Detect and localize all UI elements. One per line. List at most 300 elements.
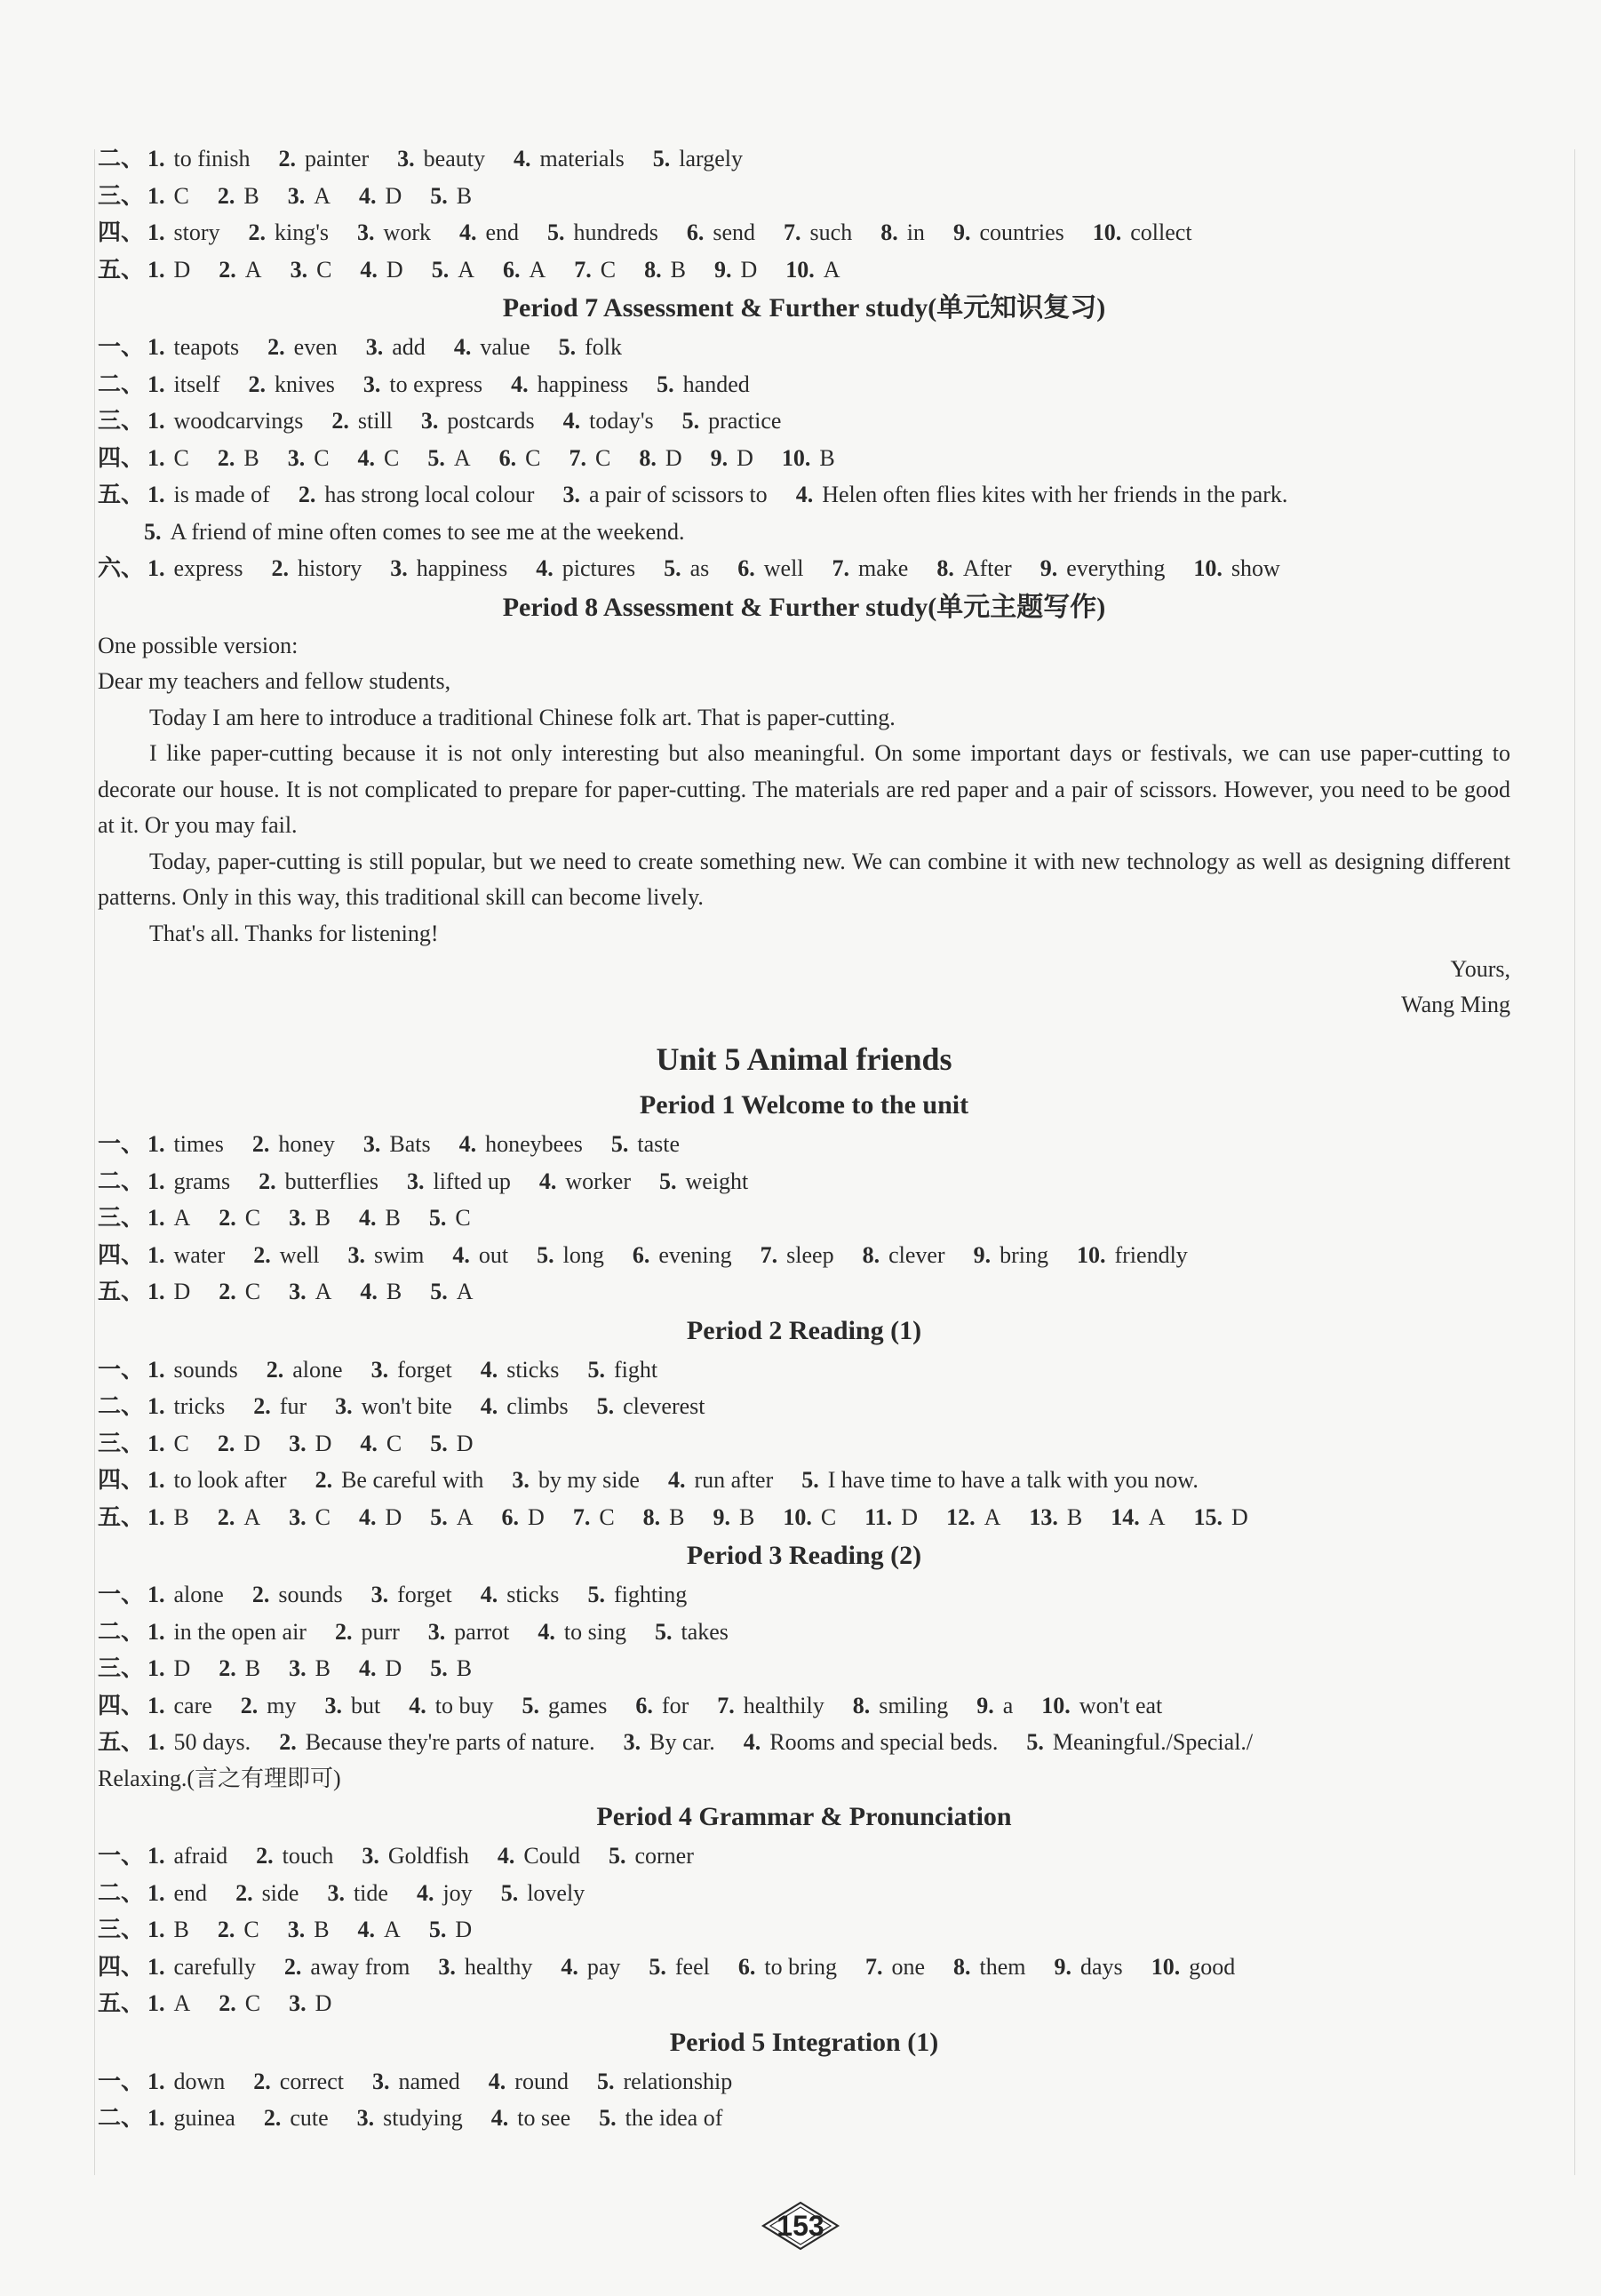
item-number: 3. xyxy=(290,256,308,283)
answer-item xyxy=(783,1504,836,1530)
item-answer: well xyxy=(763,555,804,581)
item-number: 1. xyxy=(147,1729,165,1755)
item-answer: Helen often flies kites with her friends in the park. xyxy=(822,482,1288,507)
item-number: 2. xyxy=(278,146,296,171)
item-answer: feel xyxy=(674,1953,710,1980)
item-answer: climbs xyxy=(506,1393,569,1419)
item-number: 4. xyxy=(458,1131,477,1157)
item-number: 1. xyxy=(147,444,165,471)
answer-item xyxy=(288,445,330,471)
section-number: 二、 xyxy=(98,1393,145,1419)
item-answer: C xyxy=(244,1205,261,1231)
section-number: 二、 xyxy=(98,2105,145,2131)
item-answer: in the open air xyxy=(173,1618,307,1645)
item-answer: butterflies xyxy=(284,1168,378,1194)
answer-item xyxy=(235,1880,299,1906)
item-answer: countries xyxy=(979,219,1064,245)
item-answer: everything xyxy=(1066,555,1166,581)
item-number: 4. xyxy=(497,1843,515,1869)
item-answer: a xyxy=(1002,1692,1014,1718)
item-number: 5. xyxy=(430,1279,448,1304)
item-answer: alone xyxy=(173,1582,224,1607)
answer-item xyxy=(1041,1693,1162,1718)
section-number: 五、 xyxy=(98,256,145,283)
answer-item xyxy=(664,555,709,581)
item-answer: B xyxy=(244,1655,261,1681)
item-answer: Goldfish xyxy=(387,1843,469,1869)
item-answer: tide xyxy=(353,1879,388,1906)
answer-item xyxy=(289,1431,331,1456)
item-answer: times xyxy=(173,1131,224,1157)
essay-paragraph: One possible version: xyxy=(98,632,299,658)
item-answer: has strong local colour xyxy=(324,482,535,507)
item-number: 3. xyxy=(390,555,408,581)
answer-item xyxy=(348,1242,425,1268)
item-number: 1. xyxy=(147,2105,165,2131)
item-answer: B xyxy=(386,1279,402,1304)
item-number: 2. xyxy=(253,1241,271,1268)
item-answer: beauty xyxy=(423,146,485,171)
answer-item xyxy=(1026,1729,1253,1755)
answer-line xyxy=(98,1985,1510,2022)
answer-item xyxy=(147,1504,189,1530)
item-number: 1. xyxy=(147,1168,165,1194)
item-answer: to sing xyxy=(563,1618,626,1645)
answer-item xyxy=(570,445,611,471)
answer-item xyxy=(252,1131,335,1157)
item-answer: make xyxy=(858,555,909,581)
item-answer: down xyxy=(173,2068,226,2094)
answer-item xyxy=(147,1357,238,1383)
answer-item xyxy=(219,1990,260,2016)
item-number: 5. xyxy=(547,219,565,245)
answer-item xyxy=(657,371,750,397)
item-number: 4. xyxy=(561,1953,578,1980)
item-answer: D xyxy=(665,444,682,471)
item-answer: honey xyxy=(278,1131,335,1157)
item-number: 1. xyxy=(147,1582,165,1607)
answer-item xyxy=(737,555,803,581)
item-answer: C xyxy=(316,256,332,283)
answer-item xyxy=(147,1917,189,1942)
item-number: 11. xyxy=(864,1503,893,1530)
period-heading: Period 3 Reading (2) xyxy=(686,1541,922,1570)
item-number: 3. xyxy=(289,1430,307,1456)
item-number: 3. xyxy=(371,2068,390,2094)
item-answer: C xyxy=(315,1503,331,1530)
item-answer: fight xyxy=(613,1356,658,1383)
item-answer: D xyxy=(385,182,402,209)
item-number: 2. xyxy=(219,1990,236,2016)
item-answer: D xyxy=(456,1430,474,1456)
item-answer: A xyxy=(453,444,471,471)
item-number: 15. xyxy=(1193,1503,1223,1530)
answer-item xyxy=(1151,1954,1236,1980)
answer-item xyxy=(357,2105,463,2131)
item-answer: D xyxy=(315,1430,332,1456)
item-answer: D xyxy=(385,1655,402,1681)
essay-paragraph: Today I am here to introduce a traditional Chinese folk art. That is paper-cutting. xyxy=(149,704,896,730)
item-number: 3. xyxy=(356,2105,375,2131)
answer-item xyxy=(1040,555,1166,581)
answer-item xyxy=(256,1843,333,1869)
answer-item xyxy=(147,2069,225,2094)
answer-item xyxy=(327,1880,388,1906)
item-number: 3. xyxy=(289,1655,307,1681)
item-answer: A friend of mine often comes to see me at the weekend. xyxy=(170,518,685,545)
item-number: 1. xyxy=(147,1467,165,1493)
answer-item xyxy=(655,1619,729,1645)
section-number: 三、 xyxy=(98,1655,145,1681)
answer-item xyxy=(430,1655,472,1681)
item-answer: Rooms and special beds. xyxy=(769,1729,999,1755)
answer-item xyxy=(284,1954,410,1980)
answer-item xyxy=(1093,219,1192,245)
item-answer: knives xyxy=(275,371,335,397)
answer-line xyxy=(98,1425,1510,1463)
item-number: 2. xyxy=(219,1205,236,1231)
item-number: 2. xyxy=(298,482,316,507)
answer-item xyxy=(559,334,622,360)
item-number: 10. xyxy=(1041,1692,1071,1718)
item-answer: D xyxy=(740,256,758,283)
answer-item xyxy=(267,334,338,360)
answer-item xyxy=(417,1880,473,1906)
answer-item xyxy=(653,146,743,171)
item-number: 1. xyxy=(147,334,165,360)
answer-item xyxy=(597,2069,732,2094)
item-number: 4. xyxy=(358,182,377,209)
answer-line xyxy=(98,1576,1510,1614)
item-answer: my xyxy=(267,1692,297,1718)
section-number: 三、 xyxy=(98,1430,145,1456)
answer-content xyxy=(98,140,1510,2137)
answer-item xyxy=(359,183,402,209)
item-number: 4. xyxy=(409,1692,426,1718)
item-answer: work xyxy=(383,219,431,245)
section-number: 四、 xyxy=(98,1692,145,1718)
answer-item xyxy=(289,1990,331,2016)
item-number: 5. xyxy=(681,408,700,434)
item-number: 3. xyxy=(289,1990,307,2016)
item-answer: C xyxy=(386,1430,402,1456)
item-answer: is made of xyxy=(173,482,270,507)
item-number: 2. xyxy=(251,1582,270,1607)
answer-item xyxy=(371,1357,452,1383)
item-answer: C xyxy=(455,1205,471,1231)
item-number: 2. xyxy=(283,1953,302,1980)
answer-item xyxy=(452,1242,508,1268)
item-number: 7. xyxy=(760,1241,778,1268)
item-number: 2. xyxy=(217,1917,235,1942)
item-answer: woodcarvings xyxy=(173,408,304,434)
item-answer: D xyxy=(385,1503,402,1530)
answer-item xyxy=(147,183,189,209)
item-number: 2. xyxy=(219,1279,236,1304)
item-number: 5. xyxy=(587,1582,605,1607)
item-number: 9. xyxy=(713,1503,731,1530)
letter-signoff: Wang Ming xyxy=(1401,992,1510,1017)
item-number: 1. xyxy=(147,1618,165,1645)
item-number: 1. xyxy=(147,555,165,581)
answer-item xyxy=(147,1467,287,1493)
item-answer: forget xyxy=(397,1356,452,1383)
item-answer: C xyxy=(173,182,189,209)
answer-item xyxy=(562,482,767,507)
item-answer: healthy xyxy=(464,1953,533,1980)
item-answer: B xyxy=(314,1917,330,1942)
item-number: 1. xyxy=(147,1205,165,1231)
answer-item xyxy=(587,1582,687,1607)
answer-item xyxy=(512,1467,640,1493)
item-answer: A xyxy=(823,256,840,283)
item-number: 6. xyxy=(737,555,755,581)
item-answer: D xyxy=(173,1279,191,1304)
answer-item xyxy=(357,219,431,245)
answer-item xyxy=(299,482,535,507)
item-number: 8. xyxy=(953,1953,971,1980)
answer-item xyxy=(430,1431,473,1456)
answer-item xyxy=(536,555,635,581)
answer-item xyxy=(147,1990,190,2016)
answer-line xyxy=(98,214,1510,251)
answer-item xyxy=(561,1954,620,1980)
item-answer: handed xyxy=(682,371,750,397)
section-number: 四、 xyxy=(98,219,145,245)
item-answer: days xyxy=(1080,1953,1123,1980)
item-number: 7. xyxy=(717,1692,735,1718)
item-answer: Meaningful./Special./ xyxy=(1052,1729,1254,1755)
item-number: 1. xyxy=(147,182,165,209)
answer-item xyxy=(563,408,654,434)
item-answer: Could xyxy=(523,1843,580,1869)
item-number: 2. xyxy=(235,1879,253,1906)
item-answer: A xyxy=(1148,1503,1166,1530)
answer-item xyxy=(272,555,362,581)
item-number: 4. xyxy=(480,1582,498,1607)
item-answer: 50 days. xyxy=(173,1729,251,1755)
item-number: 9. xyxy=(713,256,732,283)
answer-item xyxy=(573,1504,615,1530)
item-number: 1. xyxy=(147,1356,165,1383)
item-number: 4. xyxy=(511,371,529,397)
item-number: 4. xyxy=(458,219,477,245)
item-answer: friendly xyxy=(1114,1241,1188,1268)
item-number: 5. xyxy=(500,1879,519,1906)
answer-item xyxy=(291,257,332,283)
answer-item xyxy=(253,1393,307,1419)
item-number: 1. xyxy=(147,219,165,245)
answer-item xyxy=(511,371,628,397)
answer-item xyxy=(147,1619,307,1645)
item-answer: D xyxy=(455,1917,473,1942)
item-number: 4. xyxy=(358,1205,377,1231)
item-number: 4. xyxy=(538,1168,557,1194)
item-answer: painter xyxy=(304,146,370,171)
answer-item xyxy=(438,1954,532,1980)
item-answer: lovely xyxy=(527,1879,585,1906)
item-answer: guinea xyxy=(173,2105,235,2131)
item-answer: even xyxy=(293,334,338,360)
item-answer: D xyxy=(737,444,753,471)
period-heading: Period 7 Assessment & Further study(单元知识复习) xyxy=(502,293,1106,323)
item-answer: sticks xyxy=(506,1582,560,1607)
item-answer: to finish xyxy=(173,146,251,171)
item-answer: By car. xyxy=(649,1729,715,1755)
item-answer: Because they're parts of nature. xyxy=(305,1729,595,1755)
item-answer: carefully xyxy=(173,1953,256,1980)
answer-item xyxy=(278,146,369,171)
item-answer: C xyxy=(173,444,189,471)
item-number: 1. xyxy=(147,371,165,397)
answer-item xyxy=(609,1843,694,1869)
item-answer: to look after xyxy=(173,1467,287,1493)
item-number: 8. xyxy=(642,1503,661,1530)
answer-item xyxy=(147,1693,212,1718)
item-answer: to buy xyxy=(434,1692,494,1718)
answer-item xyxy=(397,146,485,171)
section-number: 四、 xyxy=(98,1241,145,1268)
answer-item xyxy=(315,1467,484,1493)
item-answer: named xyxy=(398,2068,460,2094)
answer-item xyxy=(459,1131,583,1157)
item-number: 5. xyxy=(1026,1729,1044,1755)
answer-item xyxy=(360,257,402,283)
item-answer: C xyxy=(314,444,330,471)
item-answer: practice xyxy=(708,408,782,434)
answer-item xyxy=(325,1693,381,1718)
answer-line xyxy=(98,329,1510,366)
item-number: 1. xyxy=(147,1843,165,1869)
item-number: 2. xyxy=(217,182,235,209)
answer-line xyxy=(98,251,1510,289)
item-answer: out xyxy=(478,1241,509,1268)
answer-item xyxy=(1193,555,1279,581)
item-answer: add xyxy=(392,334,426,360)
item-answer: run after xyxy=(694,1467,774,1493)
item-number: 2. xyxy=(334,1618,353,1645)
item-answer: A xyxy=(315,1279,332,1304)
item-number: 5. xyxy=(558,334,577,360)
answer-line xyxy=(98,1838,1510,1875)
answer-item xyxy=(253,1242,319,1268)
item-number: 7. xyxy=(574,256,592,283)
answer-item xyxy=(587,1357,657,1383)
answer-item xyxy=(147,482,270,507)
item-number: 2. xyxy=(240,1692,259,1718)
answer-item xyxy=(366,334,426,360)
left-margin-line xyxy=(94,149,95,2175)
answer-item xyxy=(288,183,331,209)
answer-item xyxy=(362,1843,469,1869)
item-number: 3. xyxy=(357,219,375,245)
item-answer: alone xyxy=(292,1356,343,1383)
item-answer: pictures xyxy=(562,555,636,581)
item-number: 3. xyxy=(512,1467,530,1493)
item-number: 10. xyxy=(1193,555,1223,581)
answer-line xyxy=(98,1614,1510,1651)
answer-item xyxy=(147,1393,225,1419)
item-answer: but xyxy=(351,1692,381,1718)
item-number: 3. xyxy=(289,1503,307,1530)
answer-item xyxy=(147,1279,190,1304)
item-answer: D xyxy=(173,256,191,283)
essay-paragraph: Relaxing.(言之有理即可) xyxy=(98,1765,341,1791)
item-number: 9. xyxy=(1039,555,1058,581)
item-number: 2. xyxy=(219,1655,236,1681)
item-answer: lifted up xyxy=(433,1168,511,1194)
answer-item xyxy=(363,371,482,397)
item-number: 5. xyxy=(428,1917,447,1942)
item-answer: D xyxy=(243,1430,261,1456)
answer-item xyxy=(597,1393,705,1419)
answer-item xyxy=(501,1880,585,1906)
item-answer: afraid xyxy=(173,1843,228,1869)
answer-line xyxy=(98,1200,1510,1237)
item-answer: round xyxy=(514,2068,569,2094)
answer-item xyxy=(253,2069,344,2094)
item-number: 3. xyxy=(365,334,384,360)
answer-item xyxy=(668,1467,773,1493)
item-number: 1. xyxy=(147,1241,165,1268)
item-number: 8. xyxy=(862,1241,880,1268)
answer-item xyxy=(359,1205,401,1231)
item-answer: side xyxy=(261,1879,299,1906)
item-answer: taste xyxy=(637,1131,681,1157)
item-answer: A xyxy=(456,1279,474,1304)
item-number: 2. xyxy=(331,408,349,434)
answer-item xyxy=(489,2069,569,2094)
answer-item xyxy=(428,1619,510,1645)
item-number: 4. xyxy=(488,2068,506,2094)
item-number: 4. xyxy=(453,334,472,360)
section-number: 三、 xyxy=(98,1917,145,1942)
answer-item xyxy=(219,1205,260,1231)
answer-line xyxy=(98,1351,1510,1389)
item-answer: D xyxy=(1231,1503,1248,1530)
item-answer: B xyxy=(456,1655,473,1681)
item-number: 2. xyxy=(253,2068,271,2094)
item-answer: to bring xyxy=(764,1953,837,1980)
item-answer: as xyxy=(689,555,710,581)
item-number: 6. xyxy=(737,1953,756,1980)
item-number: 9. xyxy=(710,444,729,471)
answer-item xyxy=(682,408,782,434)
item-number: 4. xyxy=(360,1279,378,1304)
item-number: 9. xyxy=(1054,1953,1072,1980)
answer-line xyxy=(98,476,1510,514)
answer-item xyxy=(643,1504,685,1530)
item-answer: well xyxy=(279,1241,320,1268)
section-number: 二、 xyxy=(98,1879,145,1906)
item-answer: B xyxy=(1066,1503,1083,1530)
item-answer: express xyxy=(173,555,243,581)
item-answer: corner xyxy=(634,1843,694,1869)
answer-item xyxy=(459,219,519,245)
answer-item xyxy=(430,1279,473,1304)
answer-item xyxy=(711,445,753,471)
answer-item xyxy=(659,1168,748,1194)
item-number: 7. xyxy=(569,444,587,471)
item-number: 10. xyxy=(1151,1953,1181,1980)
item-answer: itself xyxy=(173,371,220,397)
answer-item xyxy=(1193,1504,1247,1530)
item-number: 3. xyxy=(289,1205,307,1231)
item-number: 2. xyxy=(253,1393,271,1419)
answer-item xyxy=(147,1131,224,1157)
item-answer: B xyxy=(456,182,473,209)
answer-item xyxy=(147,555,243,581)
